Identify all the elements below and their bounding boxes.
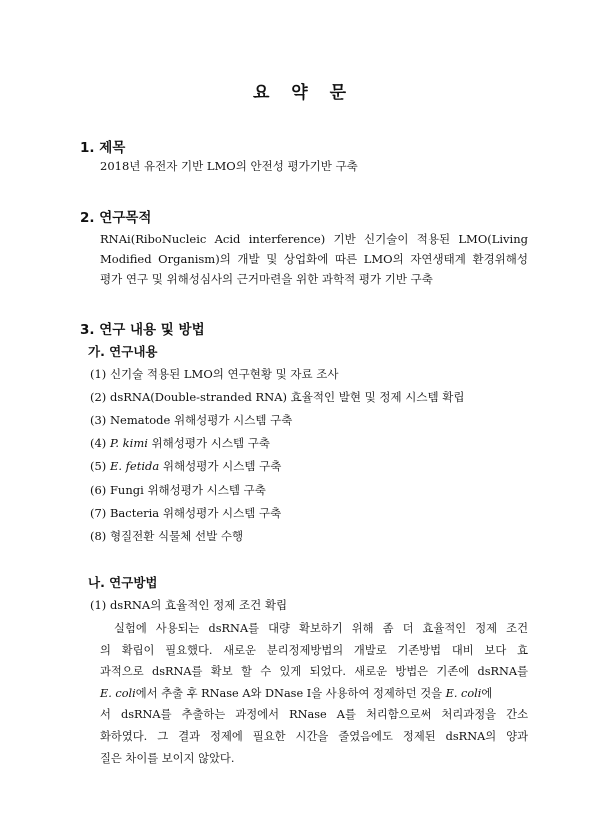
section-2-heading: 2. 연구목적: [80, 210, 152, 226]
paragraph-line-2: 의 확립이 필요했다. 새로운 분리정제방법의 개발로 기존방법 대비 보다 효: [100, 644, 528, 657]
list-item-number: (8): [90, 529, 107, 543]
page-title: 요 약 문: [252, 83, 355, 103]
list-item: [90, 482, 266, 498]
list-item-number: (6): [90, 483, 107, 497]
species-name: P. kimi: [109, 436, 148, 450]
section-3-heading: 3. 연구 내용 및 방법: [80, 322, 205, 338]
list-item-text: Fungi 위해성평가 시스템 구축: [109, 483, 266, 497]
list-item: [90, 389, 464, 405]
subsection-b-heading: 나. 연구방법: [88, 575, 158, 590]
section-2-line-2: Modified Organism)의 개발 및 상업화에 따른 LMO의 자연생태계 환경위해성: [100, 252, 528, 266]
list-item-number: (3): [90, 413, 107, 427]
species-name: E. coli: [445, 687, 482, 700]
section-1-heading: 1. 제목: [80, 140, 126, 156]
subsection-a-heading: 가. 연구내용: [88, 344, 158, 359]
list-item-text: 위해성평가 시스템 구축: [159, 459, 282, 473]
paragraph-line-4: E. coli에서 추출 후 RNase A와 DNase I을 사용하여 정제하던 것을 E. coli에: [100, 687, 493, 700]
section-2-line-3: 평가 연구 및 위해성심사의 근거마련을 위한 과학적 평가 기반 구축: [100, 272, 433, 286]
section-2-line-1: RNAi(RiboNucleic Acid interference) 기반 신기술이 적용된 LMO(Living: [100, 232, 528, 246]
list-item-text: Nematode 위해성평가 시스템 구축: [109, 413, 293, 427]
list-item: [90, 412, 292, 428]
list-item-number: (2): [90, 390, 107, 404]
method-item-1: (1) dsRNA의 효율적인 정제 조건 확립: [90, 598, 288, 612]
list-item-text: Bacteria 위해성평가 시스템 구축: [109, 506, 282, 520]
list-item-number: (7): [90, 506, 107, 520]
list-item-number: (5): [90, 459, 107, 473]
paragraph-line-3: 과적으로 dsRNA를 확보 할 수 있게 되었다. 새로운 방법은 기존에 dsRNA를: [100, 665, 528, 678]
paragraph-line-5: 서 dsRNA를 추출하는 과정에서 RNase A를 처리함으로써 처리과정을 간소: [100, 708, 528, 721]
species-name: E. coli: [100, 687, 136, 700]
list-item-text: 신기술 적용된 LMO의 연구현황 및 자료 조사: [109, 367, 339, 381]
list-item-number: (1): [90, 367, 107, 381]
list-item-number: (4): [90, 436, 107, 450]
section-1-text: 2018년 유전자 기반 LMO의 안전성 평가기반 구축: [100, 159, 358, 173]
paragraph-line-6: 화하였다. 그 결과 정제에 필요한 시간을 줄였음에도 정제된 dsRNA의 양과: [100, 730, 528, 743]
paragraph-line-7: 질은 차이를 보이지 않았다.: [100, 752, 235, 765]
list-item: [90, 505, 281, 521]
list-item-text: 위해성평가 시스템 구축: [147, 436, 270, 450]
paragraph-line-1: 실험에 사용되는 dsRNA를 대량 확보하기 위해 좀 더 효율적인 정제 조건: [114, 622, 528, 635]
list-item: [90, 435, 270, 451]
list-item: [90, 458, 281, 474]
species-name: E. fetida: [109, 459, 160, 473]
list-item-text: 형질전환 식물체 선발 수행: [109, 529, 244, 543]
list-item: [90, 528, 243, 544]
list-item: [90, 366, 338, 382]
list-item-text: dsRNA(Double-stranded RNA) 효율적인 발현 및 정제 시스템 확립: [109, 390, 465, 404]
